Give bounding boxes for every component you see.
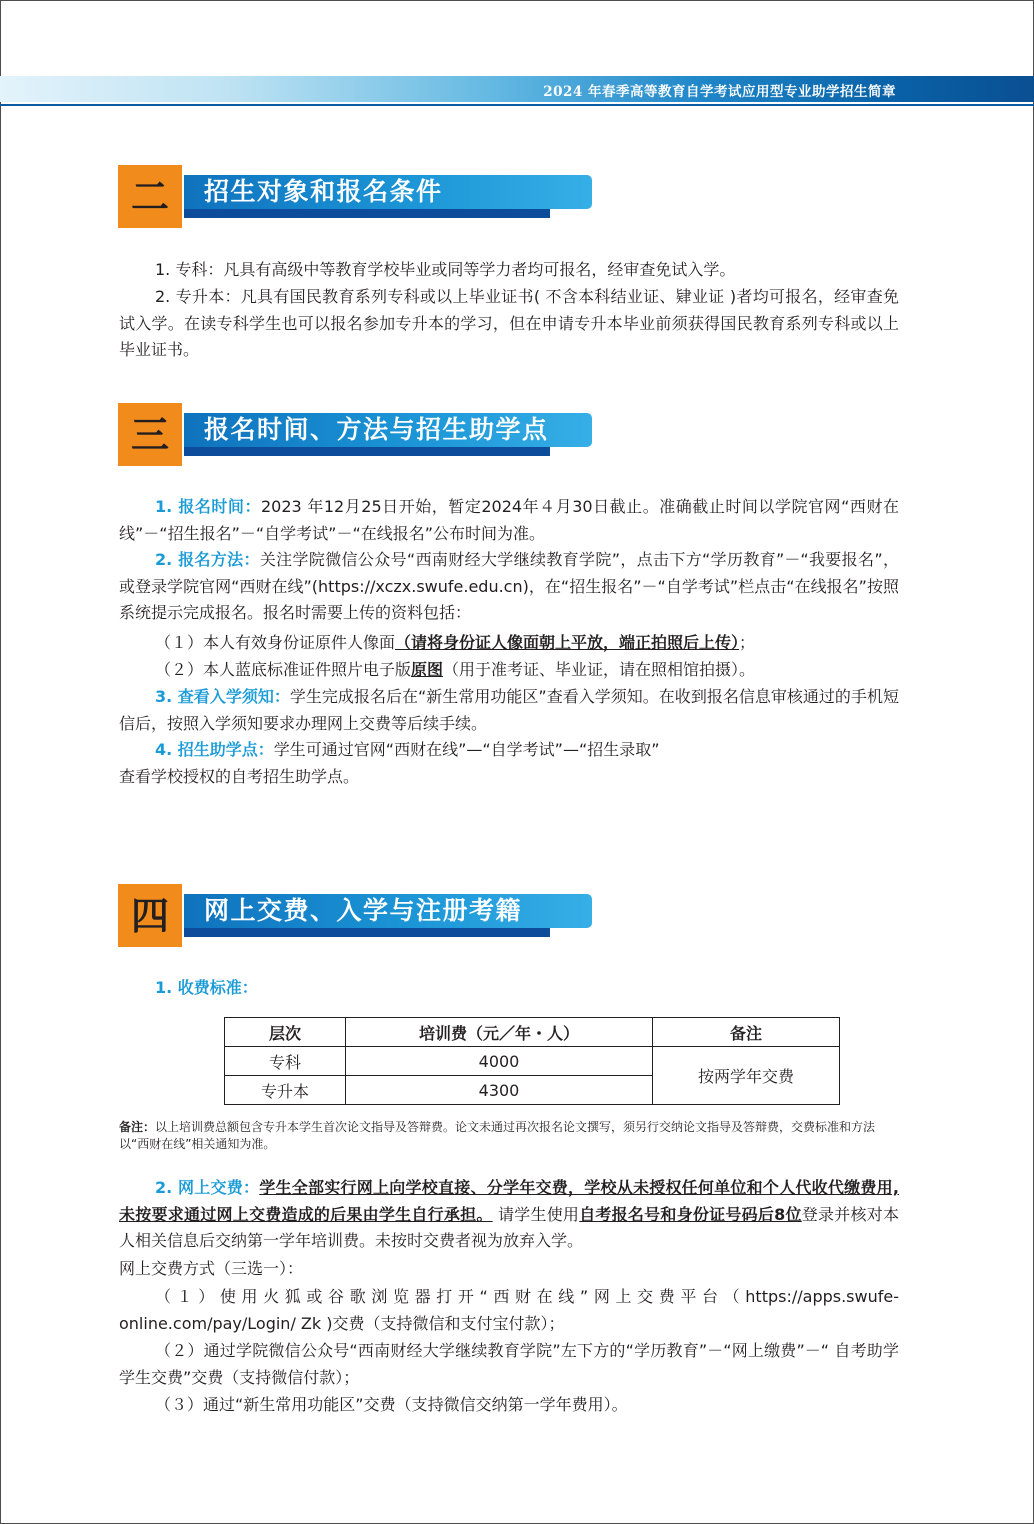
- s4-item-2: [119, 1175, 899, 1255]
- item-label: 1. 收费标准：: [155, 978, 258, 997]
- table-header: 备注: [653, 1018, 840, 1047]
- material-end: ；: [739, 633, 756, 652]
- s3-item-4-cont: 查看学校授权的自考招生助学点。: [119, 767, 360, 786]
- item-label: 3. 查看入学须知：: [155, 687, 290, 706]
- section-heading-2: [118, 165, 598, 231]
- note-text: 以上培训费总额包含专升本学生首次论文指导及答辩费。论文未通过再次报名论文撰写，须另行交纳论文指导及答辩费，交费标准和方法以“西财在线”相关通知为准。: [119, 1120, 876, 1151]
- material-emphasis: 原图: [411, 660, 444, 679]
- material-emphasis: （请将身份证人像面朝上平放，端正拍照后上传）: [395, 633, 740, 652]
- table-cell: 4000: [346, 1047, 653, 1076]
- section-title: 报名时间、方法与招生助学点: [204, 415, 549, 444]
- table-header: 培训费（元／年・人）: [346, 1018, 653, 1047]
- s4-payment-method-3: （３）通过“新生常用功能区”交费（支持微信交纳第一学年费用）。: [155, 1395, 628, 1414]
- section-heading-4: [118, 884, 598, 950]
- header-rule: [0, 104, 1034, 106]
- table-remark-cell: 按两学年交费: [653, 1047, 840, 1105]
- s3-material-1: [119, 630, 899, 657]
- s4-payment-methods-intro: 网上交费方式（三选一）：: [119, 1259, 304, 1278]
- section-number: 四: [118, 884, 182, 947]
- section-number: 二: [118, 165, 182, 228]
- table-header-row: [225, 1018, 840, 1047]
- table-cell: 专升本: [225, 1076, 346, 1105]
- s3-item-1: [119, 494, 899, 547]
- s4-item-1: [119, 975, 899, 1002]
- item-text: 请学生使用: [492, 1204, 580, 1224]
- item-label: 2. 网上交费：: [155, 1178, 260, 1197]
- section-title: 招生对象和报名条件: [204, 177, 443, 206]
- fee-table: [224, 1017, 840, 1105]
- item-label: 1. 报名时间：: [155, 497, 261, 516]
- s4-payment-method-2: （２）通过学院微信公众号“西南财经大学继续教育学院”左下方的“学历教育”－“网上缴费”－“ 自考助学学生交费”交费（支持微信付款）；: [119, 1341, 899, 1387]
- item-text: 学生完成报名后在“新生常用功能区”查看入学须知。在收到报名信息审核通过的手机短信后，按照入学须知要求办理网上交费等后续手续。: [119, 687, 899, 733]
- table-cell: 专科: [225, 1047, 346, 1076]
- table-row: [225, 1047, 840, 1076]
- item-label: 2. 报名方法：: [155, 550, 260, 569]
- item-text: 关注学院微信公众号“西南财经大学继续教育学院”，点击下方“学历教育”－“我要报名”，或登录学院官网“西财在线”(https://xczx.swufe.edu.cn)，在“招生报名”－“自学考试”栏点击“在线报名”按照系统提示完成报名。报名时需要上传的资料包括：: [119, 550, 899, 622]
- section-number: 三: [118, 403, 182, 466]
- s3-item-4: [119, 737, 899, 764]
- item-text: 登录并核对本人相关信息后交纳第一学年培训费。未按时交费者视为放弃入学。: [119, 1204, 899, 1250]
- s3-item-3: [119, 684, 899, 737]
- s2-paragraph-1: 1. 专科：凡具有高级中等教育学校毕业或同等学力者均可报名，经审查免试入学。: [155, 260, 736, 279]
- material-end: （用于准考证、毕业证，请在照相馆拍摄）。: [443, 660, 756, 679]
- item-text: 2023 年12月25日开始，暂定2024年４月30日截止。准确截止时间以学院官网“西财在线”－“招生报名”－“自学考试”－“在线报名”公布时间为准。: [119, 497, 899, 543]
- header-title: 2024 年春季高等教育自学考试应用型专业助学招生简章: [543, 84, 896, 100]
- item-label: 4. 招生助学点：: [155, 740, 274, 759]
- item-emphasis: 自考报名号和身份证号码后8位: [579, 1204, 802, 1224]
- s2-paragraph-2: 2. 专升本：凡具有国民教育系列专科或以上毕业证书( 不含本科结业证、肄业证 )者均可报名，经审查免试入学。在读专科学生也可以报名参加专升本的学习，但在申请专升本毕业前须获得国民教育系列专科或以上毕业证书。: [119, 287, 899, 359]
- table-header: 层次: [225, 1018, 346, 1047]
- s3-item-2: [119, 547, 899, 627]
- s3-material-2: [119, 657, 899, 684]
- fee-note: [119, 1119, 903, 1153]
- table-cell: 4300: [346, 1076, 653, 1105]
- section-title: 网上交费、入学与注册考籍: [204, 896, 523, 925]
- material-text: （１）本人有效身份证原件人像面: [155, 633, 396, 652]
- item-emphasis: 学生全部实行网上向学校直接、分学年交费，学校从未授权任何单位和个人代收代缴费用,未按要求通过网上交费造成的后果由学生自行承担。: [119, 1178, 899, 1224]
- s4-payment-method-1: （１）使用火狐或谷歌浏览器打开“西财在线”网上交费平台（https://apps.swufe- online.com/pay/Login/ Zk )交费（支持微信和支付宝付款）；: [119, 1287, 899, 1333]
- item-text: 学生可通过官网“西财在线”—“自学考试”—“招生录取”: [273, 740, 660, 759]
- material-text: （２）本人蓝底标准证件照片电子版: [155, 660, 412, 679]
- note-label: 备注：: [119, 1120, 156, 1134]
- section-heading-3: [118, 403, 598, 469]
